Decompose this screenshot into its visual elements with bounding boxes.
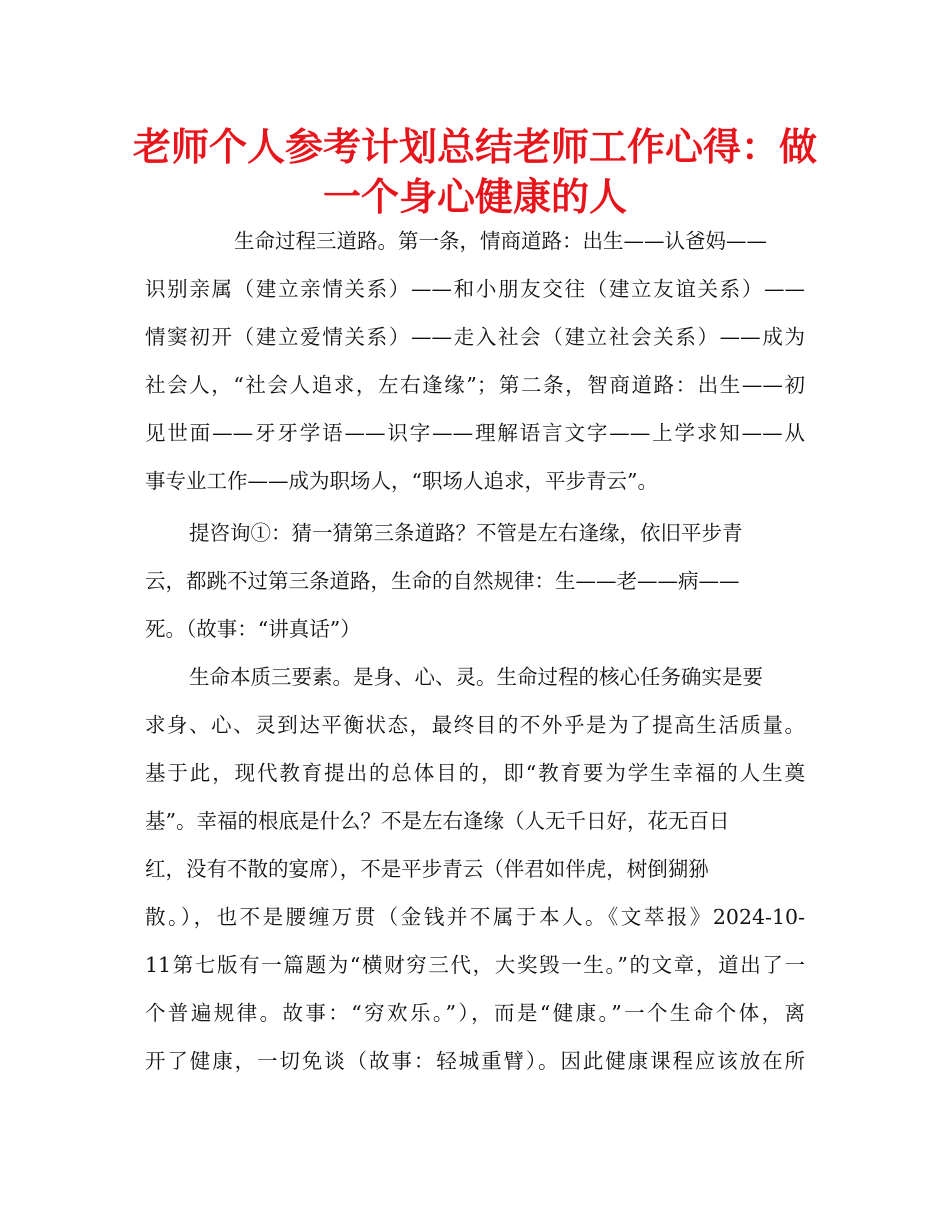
paragraph-3-line-5: 红，没有不散的宴席），不是平步青云（伴君如伴虎，树倒猢狲 [145, 857, 709, 881]
paragraph-3-line-1: 生命本质三要素。是身、心、灵。生命过程的核心任务确实是要 [189, 665, 763, 689]
paragraph-3-line-7: 11第七版有一篇题为“横财穷三代，大奖毁一生。”的文章，道出了一 [145, 953, 805, 977]
paragraph-2-line-1: 提咨询①：猜一猜第三条道路？不管是左右逢缘，依旧平步青 [189, 521, 743, 545]
paragraph-3-line-9: 开了健康，一切免谈（故事：轻城重臂）。因此健康课程应该放在所 [145, 1049, 805, 1073]
paragraph-2-line-2: 云，都跳不过第三条道路，生命的自然规律：生——老——病—— [145, 569, 740, 593]
paragraph-1-line-3: 情窦初开（建立爱情关系）——走入社会（建立社会关系）——成为 [145, 325, 805, 349]
paragraph-3-line-6: 散。），也不是腰缠万贯（金钱并不属于本人。《文萃报》2024-10- [145, 905, 805, 929]
paragraph-3-line-2: 求身、心、灵到达平衡状态，最终目的不外乎是为了提高生活质量。 [145, 713, 805, 737]
document-title: 老师个人参考计划总结老师工作心得：做一个身心健康的人 [132, 125, 817, 219]
paragraph-3-line-4: 基”。幸福的根底是什么？不是左右逢缘（人无千日好，花无百日 [145, 809, 730, 833]
paragraph-1-line-5: 见世面——牙牙学语——识字——理解语言文字——上学求知——从 [145, 421, 805, 445]
paragraph-1-line-6: 事专业工作——成为职场人，“职场人追求，平步青云”。 [145, 469, 658, 493]
paragraph-3-line-8: 个普遍规律。故事：“穷欢乐。”），而是“健康。”一个生命个体，离 [145, 1001, 805, 1025]
paragraph-1-line-4: 社会人，“社会人追求，左右逢缘”；第二条，智商道路：出生——初 [145, 373, 805, 397]
paragraph-1-line-2: 识别亲属（建立亲情关系）——和小朋友交往（建立友谊关系）—— [145, 277, 805, 301]
paragraph-2-line-3: 死。（故事：“讲真话”） [145, 617, 361, 641]
paragraph-1-line-1: 生命过程三道路。第一条，情商道路：出生——认爸妈—— [234, 229, 767, 253]
paragraph-3-line-3: 基于此，现代教育提出的总体目的，即“教育要为学生幸福的人生奠 [145, 761, 805, 785]
